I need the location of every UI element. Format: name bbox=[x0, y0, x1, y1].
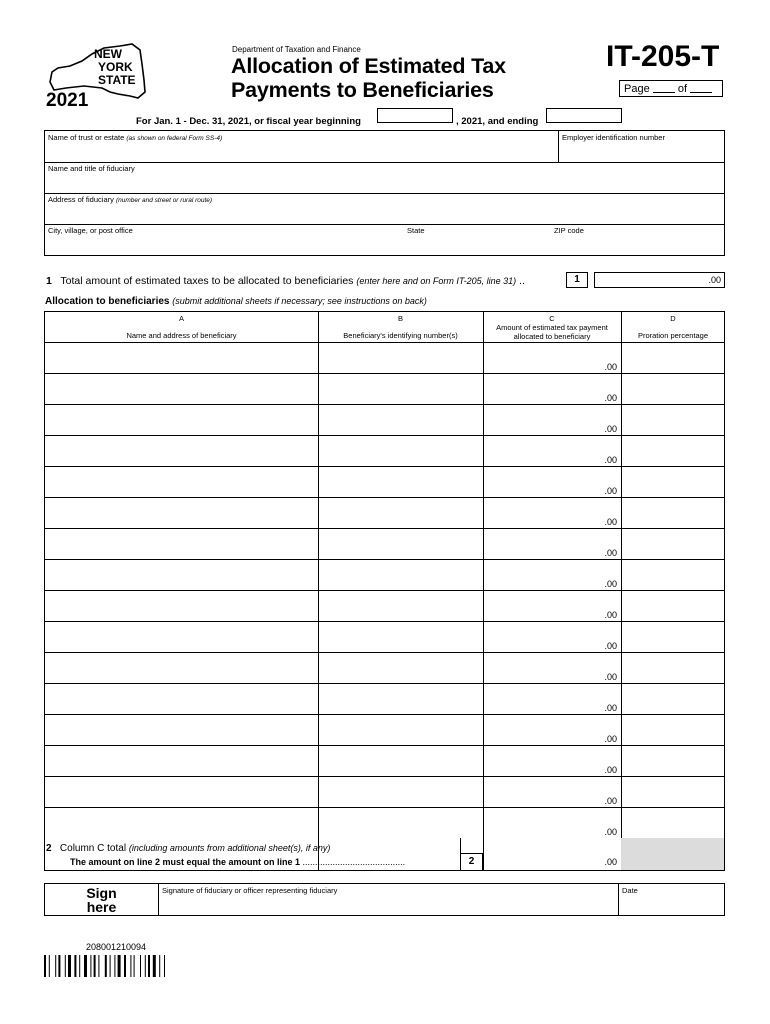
proration-percentage-cell[interactable] bbox=[621, 404, 724, 435]
line1-cents: .00 bbox=[708, 275, 721, 285]
beneficiary-id-cell[interactable] bbox=[318, 466, 483, 497]
form-title-line1: Allocation of Estimated Tax bbox=[231, 54, 506, 78]
proration-percentage-cell[interactable] bbox=[621, 652, 724, 683]
line1-dots: .. bbox=[519, 275, 525, 287]
barcode-bar bbox=[140, 955, 141, 977]
logo-text-york: YORK bbox=[98, 60, 133, 74]
beneficiary-name-cell[interactable] bbox=[45, 714, 318, 745]
proration-percentage-cell[interactable] bbox=[621, 683, 724, 714]
table-row bbox=[45, 435, 724, 466]
line1-box-number: 1 bbox=[566, 272, 588, 288]
beneficiary-name-cell[interactable] bbox=[45, 466, 318, 497]
proration-percentage-cell[interactable] bbox=[621, 528, 724, 559]
department-name: Department of Taxation and Finance bbox=[232, 45, 361, 54]
line2-amount-field[interactable] bbox=[483, 853, 620, 871]
barcode-bar bbox=[145, 955, 146, 977]
date-label: Date bbox=[622, 886, 638, 895]
proration-percentage-cell[interactable] bbox=[621, 559, 724, 590]
fiduciary-name-field[interactable] bbox=[48, 164, 135, 173]
allocated-amount-cell[interactable] bbox=[483, 342, 621, 373]
table-row bbox=[45, 807, 724, 838]
barcode-bar bbox=[134, 955, 135, 977]
barcode-bar bbox=[65, 955, 66, 977]
form-title bbox=[231, 54, 506, 102]
signature-label: Signature of fiduciary or officer representing fiduciary bbox=[162, 886, 338, 895]
line2-number: 2 bbox=[46, 843, 52, 854]
city-label: City, village, or post office bbox=[48, 226, 133, 235]
proration-percentage-cell[interactable] bbox=[621, 621, 724, 652]
line2 bbox=[46, 843, 330, 854]
address-field[interactable] bbox=[48, 195, 212, 204]
allocated-amount-cell[interactable] bbox=[483, 435, 621, 466]
barcode-bar bbox=[148, 955, 150, 977]
line2-dots: ......................................... bbox=[302, 857, 406, 867]
barcode-bar bbox=[90, 955, 91, 977]
allocated-amount-cell[interactable] bbox=[483, 745, 621, 776]
allocated-amount-cell[interactable] bbox=[483, 652, 621, 683]
trust-name-label: Name of trust or estate bbox=[48, 133, 125, 142]
barcode-bar bbox=[44, 955, 46, 977]
line2-note: (including amounts from additional sheet(s), if any) bbox=[128, 843, 331, 853]
of-label: of bbox=[677, 83, 688, 95]
beneficiary-name-cell[interactable] bbox=[45, 528, 318, 559]
line1-number: 1 bbox=[46, 275, 52, 287]
row-cents: .00 bbox=[604, 455, 617, 465]
barcode-bar bbox=[153, 955, 156, 977]
barcode-number: 208001210094 bbox=[86, 942, 147, 952]
table-row bbox=[45, 466, 724, 497]
beneficiary-id-cell[interactable] bbox=[318, 652, 483, 683]
line1-amount-field[interactable] bbox=[594, 272, 725, 288]
proration-percentage-cell[interactable] bbox=[621, 745, 724, 776]
beneficiary-name-cell[interactable] bbox=[45, 652, 318, 683]
row-cents: .00 bbox=[604, 393, 617, 403]
beneficiary-id-cell[interactable] bbox=[318, 807, 483, 838]
allocation-heading bbox=[45, 296, 427, 307]
form-id: IT-205-T bbox=[606, 40, 720, 73]
table-row bbox=[45, 559, 724, 590]
line2-text: Column C total bbox=[59, 843, 127, 854]
allocation-note: (submit additional sheets if necessary; see instructions on back) bbox=[172, 296, 427, 306]
here-label: here bbox=[86, 899, 117, 915]
column-c-label-line2: allocated to beneficiary bbox=[513, 332, 591, 341]
proration-percentage-cell[interactable] bbox=[621, 435, 724, 466]
barcode-bar bbox=[124, 955, 126, 977]
allocated-amount-cell[interactable] bbox=[483, 683, 621, 714]
barcode-bar bbox=[74, 955, 76, 977]
state-field[interactable] bbox=[407, 226, 425, 235]
line1-text: Total amount of estimated taxes to be allocated to beneficiaries bbox=[60, 275, 354, 287]
page-label: Page bbox=[624, 83, 650, 95]
sign-here-label bbox=[44, 886, 159, 914]
row-cents: .00 bbox=[604, 827, 617, 837]
beneficiary-name-cell[interactable] bbox=[45, 776, 318, 807]
column-c-letter: C bbox=[549, 314, 555, 323]
table-row bbox=[45, 621, 724, 652]
beneficiary-name-cell[interactable] bbox=[45, 590, 318, 621]
beneficiary-id-cell[interactable] bbox=[318, 776, 483, 807]
allocated-amount-cell[interactable] bbox=[483, 590, 621, 621]
beneficiary-id-cell[interactable] bbox=[318, 683, 483, 714]
beneficiary-name-cell[interactable] bbox=[45, 435, 318, 466]
row-cents: .00 bbox=[604, 517, 617, 527]
row-cents: .00 bbox=[604, 548, 617, 558]
row-cents: .00 bbox=[604, 641, 617, 651]
tax-year: 2021 bbox=[46, 90, 89, 111]
column-b-label: Beneficiary's identifying number(s) bbox=[343, 331, 458, 340]
beneficiary-name-cell[interactable] bbox=[45, 373, 318, 404]
beneficiary-id-cell[interactable] bbox=[318, 745, 483, 776]
column-b-letter: B bbox=[397, 314, 403, 323]
beneficiary-id-cell[interactable] bbox=[318, 559, 483, 590]
table-row bbox=[45, 652, 724, 683]
barcode-bar bbox=[55, 955, 56, 977]
barcode-bar bbox=[164, 955, 165, 977]
allocated-amount-cell[interactable] bbox=[483, 714, 621, 745]
shaded-cell bbox=[621, 838, 724, 870]
divider bbox=[558, 130, 559, 162]
beneficiary-id-cell[interactable] bbox=[318, 621, 483, 652]
fiduciary-label: Name and title of fiduciary bbox=[48, 164, 135, 173]
trust-name-note: (as shown on federal Form SS-4) bbox=[126, 135, 223, 142]
ein-label: Employer identification number bbox=[562, 133, 665, 142]
beneficiary-name-cell[interactable] bbox=[45, 745, 318, 776]
tax-period-prefix: For Jan. 1 - Dec. 31, 2021, or fiscal year beginning bbox=[136, 116, 361, 127]
beneficiary-name-cell[interactable] bbox=[45, 559, 318, 590]
proration-percentage-cell[interactable] bbox=[621, 497, 724, 528]
table-row bbox=[45, 497, 724, 528]
line1 bbox=[46, 275, 525, 287]
barcode-bar bbox=[105, 955, 107, 977]
beneficiary-id-cell[interactable] bbox=[318, 714, 483, 745]
signature-field[interactable] bbox=[162, 886, 337, 895]
address-label: Address of fiduciary bbox=[48, 195, 114, 204]
table-row bbox=[45, 776, 724, 807]
line2-cents: .00 bbox=[604, 857, 617, 867]
table-row bbox=[45, 404, 724, 435]
barcode-image bbox=[44, 955, 194, 977]
barcode-bar bbox=[118, 955, 121, 977]
column-a-letter: A bbox=[178, 314, 184, 323]
barcode-bar bbox=[94, 955, 96, 977]
row-cents: .00 bbox=[604, 796, 617, 806]
barcode-bar bbox=[114, 955, 115, 977]
fiscal-year-beginning-field[interactable] bbox=[377, 108, 453, 123]
proration-percentage-cell[interactable] bbox=[621, 807, 724, 838]
logo-text-state: STATE bbox=[98, 73, 136, 87]
barcode-bar bbox=[84, 955, 87, 977]
beneficiary-id-cell[interactable] bbox=[318, 373, 483, 404]
table-row bbox=[45, 745, 724, 776]
beneficiary-id-cell[interactable] bbox=[318, 497, 483, 528]
allocated-amount-cell[interactable] bbox=[483, 559, 621, 590]
column-a-label: Name and address of beneficiary bbox=[126, 331, 237, 340]
beneficiary-id-cell[interactable] bbox=[318, 528, 483, 559]
allocated-amount-cell[interactable] bbox=[483, 404, 621, 435]
page-number-field[interactable] bbox=[653, 82, 675, 93]
zip-field[interactable] bbox=[554, 226, 584, 235]
row-cents: .00 bbox=[604, 486, 617, 496]
table-row bbox=[45, 714, 724, 745]
tax-period-middle: , 2021, and ending bbox=[456, 116, 539, 127]
column-d-letter: D bbox=[670, 314, 676, 323]
trust-name-field[interactable] bbox=[48, 133, 222, 142]
beneficiary-name-cell[interactable] bbox=[45, 497, 318, 528]
allocated-amount-cell[interactable] bbox=[483, 497, 621, 528]
beneficiary-id-cell[interactable] bbox=[318, 590, 483, 621]
fiscal-year-ending-field[interactable] bbox=[546, 108, 622, 123]
state-label: State bbox=[407, 226, 425, 235]
line2-box-number: 2 bbox=[461, 853, 483, 871]
row-cents: .00 bbox=[604, 424, 617, 434]
allocation-table bbox=[44, 311, 725, 871]
barcode-bar bbox=[79, 955, 80, 977]
address-note: (number and street or rural route) bbox=[115, 197, 213, 204]
proration-percentage-cell[interactable] bbox=[621, 776, 724, 807]
beneficiary-name-cell[interactable] bbox=[45, 342, 318, 373]
allocated-amount-cell[interactable] bbox=[483, 466, 621, 497]
table-row bbox=[45, 528, 724, 559]
line1-note: (enter here and on Form IT-205, line 31) bbox=[356, 276, 517, 286]
city-field[interactable] bbox=[48, 226, 133, 235]
page-total-field[interactable] bbox=[690, 82, 712, 93]
column-c-header bbox=[483, 314, 621, 341]
row-cents: .00 bbox=[604, 703, 617, 713]
divider bbox=[44, 193, 725, 194]
beneficiary-name-cell[interactable] bbox=[45, 807, 318, 838]
proration-percentage-cell[interactable] bbox=[621, 714, 724, 745]
barcode-bar bbox=[130, 955, 131, 977]
column-b-header bbox=[318, 314, 483, 340]
divider bbox=[44, 162, 725, 163]
table-row bbox=[45, 590, 724, 621]
barcode-bar bbox=[110, 955, 111, 977]
date-field[interactable] bbox=[622, 886, 638, 895]
table-row bbox=[45, 342, 724, 373]
row-cents: .00 bbox=[604, 610, 617, 620]
beneficiary-name-cell[interactable] bbox=[45, 683, 318, 714]
allocated-amount-cell[interactable] bbox=[483, 807, 621, 838]
divider bbox=[44, 224, 725, 225]
row-cents: .00 bbox=[604, 765, 617, 775]
allocated-amount-cell[interactable] bbox=[483, 776, 621, 807]
zip-label: ZIP code bbox=[554, 226, 584, 235]
logo-text-new: NEW bbox=[94, 47, 122, 61]
barcode-bar bbox=[49, 955, 50, 977]
beneficiary-id-cell[interactable] bbox=[318, 404, 483, 435]
proration-percentage-cell[interactable] bbox=[621, 373, 724, 404]
allocated-amount-cell[interactable] bbox=[483, 528, 621, 559]
proration-percentage-cell[interactable] bbox=[621, 342, 724, 373]
table-row bbox=[45, 683, 724, 714]
form-title-line2: Payments to Beneficiaries bbox=[231, 78, 494, 102]
proration-percentage-cell[interactable] bbox=[621, 590, 724, 621]
beneficiary-id-cell[interactable] bbox=[318, 342, 483, 373]
row-cents: .00 bbox=[604, 362, 617, 372]
divider bbox=[618, 883, 619, 916]
beneficiary-name-cell[interactable] bbox=[45, 404, 318, 435]
column-a-header bbox=[45, 314, 318, 340]
ein-field[interactable] bbox=[562, 133, 665, 142]
column-d-header bbox=[621, 314, 725, 340]
allocation-title: Allocation to beneficiaries bbox=[45, 296, 170, 307]
line2-instruction-row bbox=[70, 857, 405, 867]
row-cents: .00 bbox=[604, 734, 617, 744]
barcode-bar bbox=[68, 955, 71, 977]
barcode-bar bbox=[98, 955, 99, 977]
proration-percentage-cell[interactable] bbox=[621, 466, 724, 497]
barcode-bar bbox=[58, 955, 60, 977]
sign-label: Sign bbox=[86, 885, 117, 901]
allocated-amount-cell[interactable] bbox=[483, 621, 621, 652]
column-d-label: Proration percentage bbox=[637, 331, 709, 340]
barcode-bar bbox=[159, 955, 160, 977]
row-cents: .00 bbox=[604, 672, 617, 682]
row-cents: .00 bbox=[604, 579, 617, 589]
beneficiary-name-cell[interactable] bbox=[45, 621, 318, 652]
line2-instruction: The amount on line 2 must equal the amount on line 1 bbox=[70, 857, 301, 867]
table-row bbox=[45, 373, 724, 404]
page-number-box bbox=[619, 80, 723, 97]
column-c-label-line1: Amount of estimated tax payment bbox=[496, 323, 608, 332]
allocated-amount-cell[interactable] bbox=[483, 373, 621, 404]
beneficiary-id-cell[interactable] bbox=[318, 435, 483, 466]
